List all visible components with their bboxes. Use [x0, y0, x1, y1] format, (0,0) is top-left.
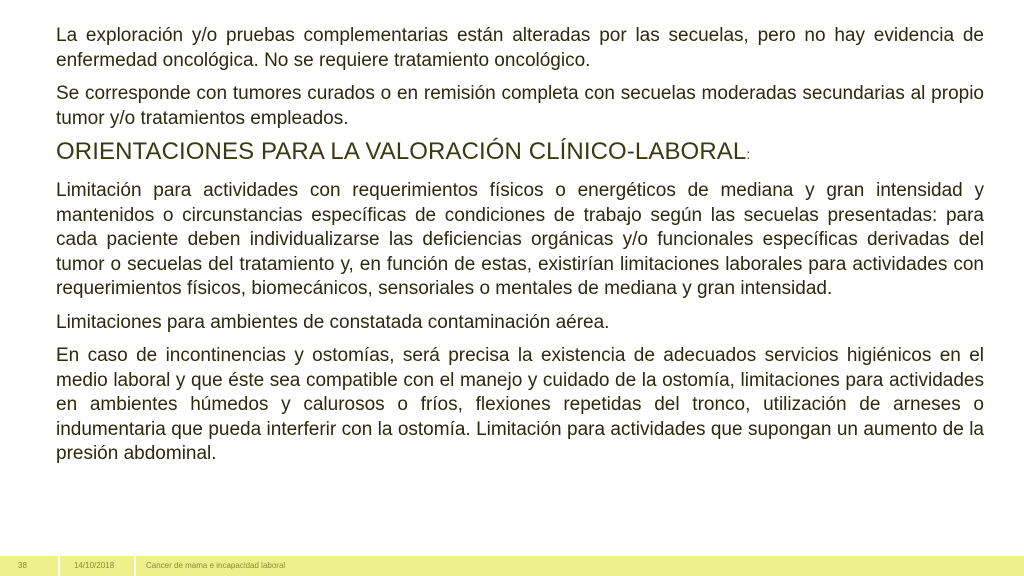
section-heading-text: ORIENTACIONES PARA LA VALORACIÓN CLÍNICO-LABORAL — [56, 138, 747, 165]
footer-page-number: 38 — [18, 561, 27, 570]
slide-content — [56, 24, 984, 467]
paragraph-correspondence: Se corresponde con tumores curados o en remisión completa con secuelas moderadas secundarias al propio tumor y/o tratamientos empleados. — [56, 83, 984, 129]
footer-date: 14/10/2018 — [74, 561, 115, 570]
section-heading — [56, 137, 984, 169]
footer-divider — [58, 556, 60, 576]
slide-footer — [0, 556, 1024, 576]
footer-title: Cancer de mama e incapacidad laboral — [146, 561, 286, 570]
footer-divider — [134, 556, 136, 576]
paragraph-ostomy: En caso de incontinencias y ostomías, será precisa la existencia de adecuados servicios higiénicos en el medio laboral y que éste sea compatible con el manejo y cuidado de la ostomía, limitaciones para actividades en ambientes húmedos y calurosos o fríos, flexiones repetidas del tronco, utilización de arneses o indumentaria que pueda interferir con la ostomía. Limitación para actividades que supongan un aumento de la presión abdominal. — [56, 345, 984, 464]
section-heading-colon: : — [746, 146, 751, 162]
paragraph-limitation: Limitación para actividades con requerimientos físicos o energéticos de mediana y gran intensidad y mantenidos o circunstancias específicas de condiciones de trabajo según las secuelas presentadas: para cada paciente deben individualizarse las deficiencias orgánicas y/o funcionales específicas derivadas del tumor o secuelas del tratamiento y, en función de estas, existirían limitaciones laborales para actividades con requerimientos físicos, biomecánicos, sensoriales o mentales de mediana y gran intensidad. — [56, 180, 984, 299]
paragraph-environment: Limitaciones para ambientes de constatada contaminación aérea. — [56, 311, 610, 333]
paragraph-exploration: La exploración y/o pruebas complementarias están alteradas por las secuelas, pero no hay evidencia de enfermedad oncológica. No se requiere tratamiento oncológico. — [56, 25, 984, 71]
